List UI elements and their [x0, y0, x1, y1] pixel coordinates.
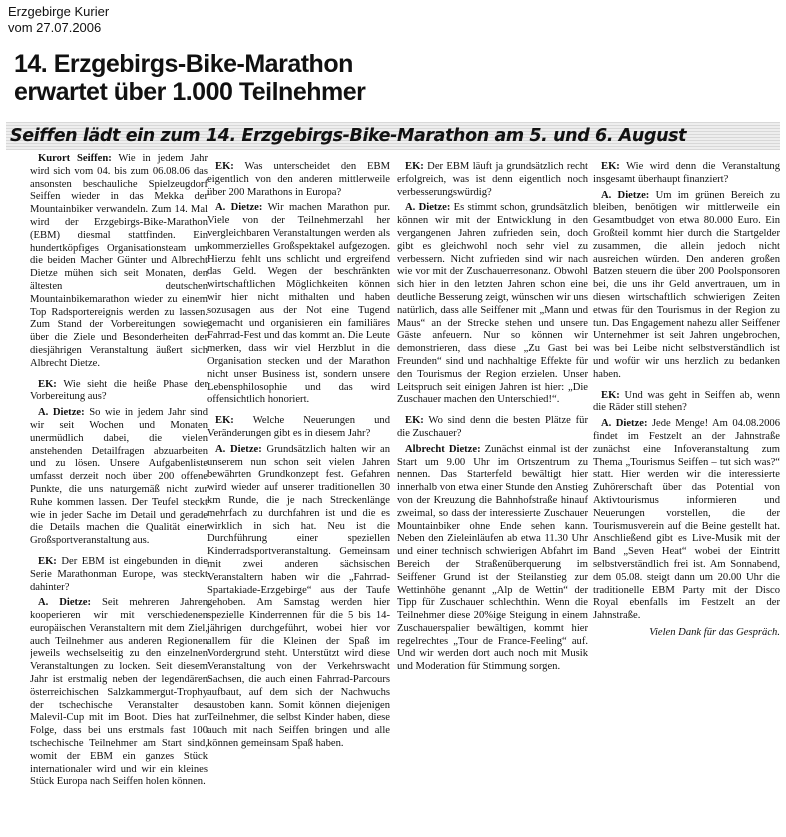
interview-answer: [397, 202, 588, 407]
interview-question: [593, 390, 780, 416]
interview-question: [30, 556, 208, 594]
paragraph-text: Wie wird denn die Veranstaltung insgesamt überhaupt finanziert?: [593, 161, 780, 185]
paragraph-lead: A. Dietze:: [38, 407, 85, 419]
paragraph-lead: EK:: [405, 415, 424, 427]
closing-thanks: Vielen Dank für das Gespräch.: [649, 626, 780, 638]
subheadline: Seiffen lädt ein zum 14. Erzgebirgs-Bike-Marathon am 5. und 6. August: [6, 122, 780, 150]
paragraph-lead: EK:: [38, 378, 57, 390]
paragraph-lead: A. Dietze:: [38, 597, 92, 609]
interview-question: [397, 161, 588, 199]
paragraph-lead: A. Dietze:: [601, 189, 650, 201]
paragraph-text: Der EBM läuft ja grundsätzlich recht erfolgreich, was ist denn eigentlich noch verbesserungswürdig?: [397, 161, 588, 198]
interview-question: [30, 379, 208, 405]
headline-line-1: 14. Erzgebirgs-Bike-Marathon: [14, 50, 353, 78]
interview-answer: [593, 418, 780, 623]
article-column-2: [207, 153, 390, 837]
paragraph-lead: EK:: [601, 389, 620, 401]
paragraph-text: So wie in jedem Jahr sind wir seit Wochen und Monaten unermüdlich dabei, die vielen anstehenden Detailfragen abzuarbeiten und zu lösen. Unsere Aufgabenliste umfasst derzeit noch über 200 offene Punkte, die uns naturgemäß nicht zur Ruhe kommen lassen. Der Teufel steckt wie in jeder Sache im Detail und gerade die Details machen die Qualität einer Großsportveranstaltung aus.: [30, 407, 208, 547]
interview-question: [207, 415, 390, 441]
interview-answer: [207, 202, 390, 407]
paragraph-text: Seit mehreren Jahren kooperieren wir mit verschiedenen europäischen Veranstaltern mit dem Ziel, auch Teilnehmer aus anderen Regionen jeweils wechselseitig zu den einzelnen Veranstaltungen zu locken. Seit diesem Jahr ist erstmalig neben der legendären österreichischen Salzkammergut-Trophy der tschechische Veranstalter des Malevil-Cup mit im Boot. Dies hat zur Folge, dass bei uns erstmals fast 100 tschechische Teilnehmer am Start sind, womit der EBM ein ganzes Stück internationaler wird und wir ein kleines Stück Europa nach Seiffen holen können.: [30, 597, 208, 788]
publication-date: vom 27.07.2006: [8, 20, 102, 35]
interview-answer: [207, 444, 390, 751]
paragraph-text: Es stimmt schon, grundsätzlich können wir mit der Entwicklung in den vergangenen Jahren zufrieden sein, doch gibt es gleichwohl noch sehr viel zu verbessern. Nicht zufrieden sind wir nach wie vor mit der Zuschauerresonanz. Obwohl sich hier in den letzten Jahren schon eine deutliche Besserung zeigt, wünschen wir uns natürlich, dass alle Seiffener mit „Mann und Maus“ an der Strecke stehen und unsere Gäste anfeuern. Nur so können wir demonstrieren, dass diese „Zu Gast bei Freunden“ sind und nachhaltige Effekte für den Tourismus der Region erzielen. Unser Leitspruch seit einigen Jahren ist hier: „Die Zuschauer machen den Unterschied!“.: [397, 202, 588, 406]
interview-answer: [30, 407, 208, 548]
paragraph-lead: A. Dietze:: [215, 202, 263, 214]
paragraph-lead: Albrecht Dietze:: [405, 443, 481, 455]
paragraph-lead: EK:: [601, 161, 620, 172]
paragraph-lead: A. Dietze:: [405, 202, 451, 214]
interview-answer: [593, 190, 780, 382]
publication-name: Erzgebirge Kurier: [8, 4, 110, 19]
paragraph-text: Wie in jedem Jahr wird sich vom 04. bis zum 06.08.06 das ansonsten beschauliche Spielzeugdorf Seiffen wieder in das Mekka der Mountainbiker verwandeln. Zum 14. Mal wird der Erzgebirgs-Bike-Marathon (EBM) diesmal stattfinden. Ein hundertköpfiges Organisationsteam um die beiden Macher Günter und Albrecht Dietze mühen sich seit Monaten, den ältesten deutschen Mountainbikemarathon wieder zu einem Top Radsportereignis werden zu lassen. Zum Stand der Vorbereitungen sowie über die Ziele und Besonderheiten der diesjährigen Veranstaltung äußert sich Albrecht Dietze.: [30, 153, 208, 369]
interview-answer: [30, 597, 208, 789]
paragraph-lead: EK:: [405, 161, 424, 172]
paragraph-lead: EK:: [215, 161, 234, 172]
article-column-1: [30, 153, 208, 837]
paragraph-lead: Kurort Seiffen:: [38, 153, 112, 164]
paragraph-text: Wie sieht die heiße Phase der Vorbereitung aus?: [30, 378, 208, 403]
article-column-3: [397, 153, 588, 837]
paragraph-text: Der EBM ist eingebunden in die Serie Marathonman Europe, was steckt dahinter?: [30, 555, 208, 593]
interview-answer: [397, 444, 588, 674]
headline-line-2: erwartet über 1.000 Teilnehmer: [14, 78, 366, 106]
interview-question: [397, 415, 588, 441]
interview-question: [207, 161, 390, 199]
paragraph-lead: A. Dietze:: [215, 443, 262, 455]
paragraph-text: Und was geht in Seiffen ab, wenn die Räder still stehen?: [593, 389, 780, 414]
article-column-4: [593, 153, 780, 837]
paragraph-lead: A. Dietze:: [601, 418, 648, 430]
paragraph-text: Welche Neuerungen und Veränderungen gibt es in diesem Jahr?: [207, 415, 390, 439]
paragraph-text: Wo sind denn die besten Plätze für die Zuschauer?: [397, 415, 588, 439]
paragraph-text: Jede Menge! Am 04.08.2006 findet im Festzelt an der Jahnstraße zunächst eine Infoveranstaltung zum Thema „Tourismus Seiffen – tut sich was?“ statt. Hier werden wir die interessierte Zuhörerschaft über das Potential von Aktivtourismus informieren und Neuerungen vorstellen, die der Tourismusverein auf die Beine gestellt hat. Anschließend gibt es Live-Musik mit der Band „Seven Heat“ wobei der Eintritt selbstverständlich frei ist. Am Sonnabend, dem 05.08. steigt dann um 20.00 Uhr die traditionelle EBM Party mit der Disco Royal ebenfalls im Festzelt an der Jahnstraße.: [593, 418, 780, 622]
paragraph-lead: EK:: [215, 415, 234, 427]
headline: [14, 50, 774, 106]
interview-question: [593, 161, 780, 187]
paragraph-text: Grundsätzlich halten wir an unserem nun schon seit vielen Jahren bewährten Grundkonzept fest. Gefahren wird wieder auf unserer traditionellen 30 km Runde, die je nach Streckenlänge mehrfach zu durchfahren ist und die es wirklich in sich hat. Neu ist die Durchführung einer speziellen Kinderradsportveranstaltung. Gemeinsam mit zwei anderen sächsischen Veranstaltern haben wir die „Fahrrad-Spartakiade-Erzgebirge“ aus der Taufe gehoben. Am Samstag werden hier spezielle Kinderrennen für die 5 bis 14-jährigen durchgeführt, wobei hier vor allem für die Kleinen der Spaß im Vordergrund steht. Unterstützt wird diese Veranstaltung von der Verkehrswacht Sachsen, die auch einen Fahrrad-Parcours aufbaut, auf dem sich der Nachwuchs austoben kann. Somit können diejenigen Teilnehmer, die selbst Kinder haben, diese auch mit nach Seiffen bringen und alle können gemeinsam Spaß haben.: [207, 443, 390, 750]
paragraph-text: Um im grünen Bereich zu bleiben, benötigen wir mittlerweile ein Gesamtbudget von etwa 80.000 Euro. Ein Großteil kommt hier durch die Startgelder zusammen, die allein jedoch nicht ausreichen würden. Den anderen großen Batzen steuern die über 200 Poolsponsoren bei, die uns ihr Geld anvertrauen, um in diesen wirtschaftlich schwierigen Zeiten etwas für den Tourismus in der Region zu tun. Das Engagement nahezu aller Seiffener Unternehmer ist seit Jahren ungebrochen, was bei Leibe nicht selbstverständlich ist und wofür wir uns herzlich zu bedanken haben.: [593, 189, 780, 380]
paragraph-text: Zunächst einmal ist der Start um 9.00 Uhr im Ortszentrum zu nennen. Das Starterfeld bewältigt hier innerhalb von etwa einer Stunde den Anstieg von der Kreuzung die Bahnhofstraße hinauf zweimal, so dass der interessierte Zuschauer Mountainbiker ohne Ende sehen kann. Neben den Zieleinläufen ab etwa 11.30 Uhr und einer technisch schwierigen Abfahrt im Bereich der Straßenüberquerung im Seiffener Grund ist der Steilanstieg zur Wettinhöhe genannt „Alp de Wettin“ der Tipp für Zuschauer schlechthin. Wenn die Teilnehmer diese 20%ige Steigung in einem Zuschauerspalier bewältigen, kommt hier regelrechtes „Tour de France-Feeling“ auf. Und wir werden dort auch noch mit Musik und Moderation für Stimmung sorgen.: [397, 443, 588, 673]
paragraph-lead: EK:: [38, 555, 57, 567]
paragraph-text: Was unterscheidet den EBM eigentlich von den anderen mittlerweile über 200 Marathons in Europa?: [207, 161, 390, 198]
paragraph-text: Wir machen Marathon pur. Viele von der Teilnehmerzahl her vergleichbaren Veranstaltungen werden als kommerzielles Großspektakel aufgezogen. Hierzu fehlt uns schlicht und ergreifend das Geld. Wegen der beschränkten wirtschaftlichen Möglichkeiten können wir hier nicht mithalten und haben sozusagen aus der Not eine Tugend gemacht und organisieren ein familiäres Fahrrad-Fest und das kommt an. Die Leute merken, dass wir viel Herzblut in die Organisation stecken und der Marathon nicht unser Business ist, sondern unsere Lebensphilosophie und das wird offensichtlich honoriert.: [207, 202, 390, 406]
article-paragraph: [30, 153, 208, 371]
source-line: [8, 4, 109, 36]
article-body: [0, 153, 786, 837]
